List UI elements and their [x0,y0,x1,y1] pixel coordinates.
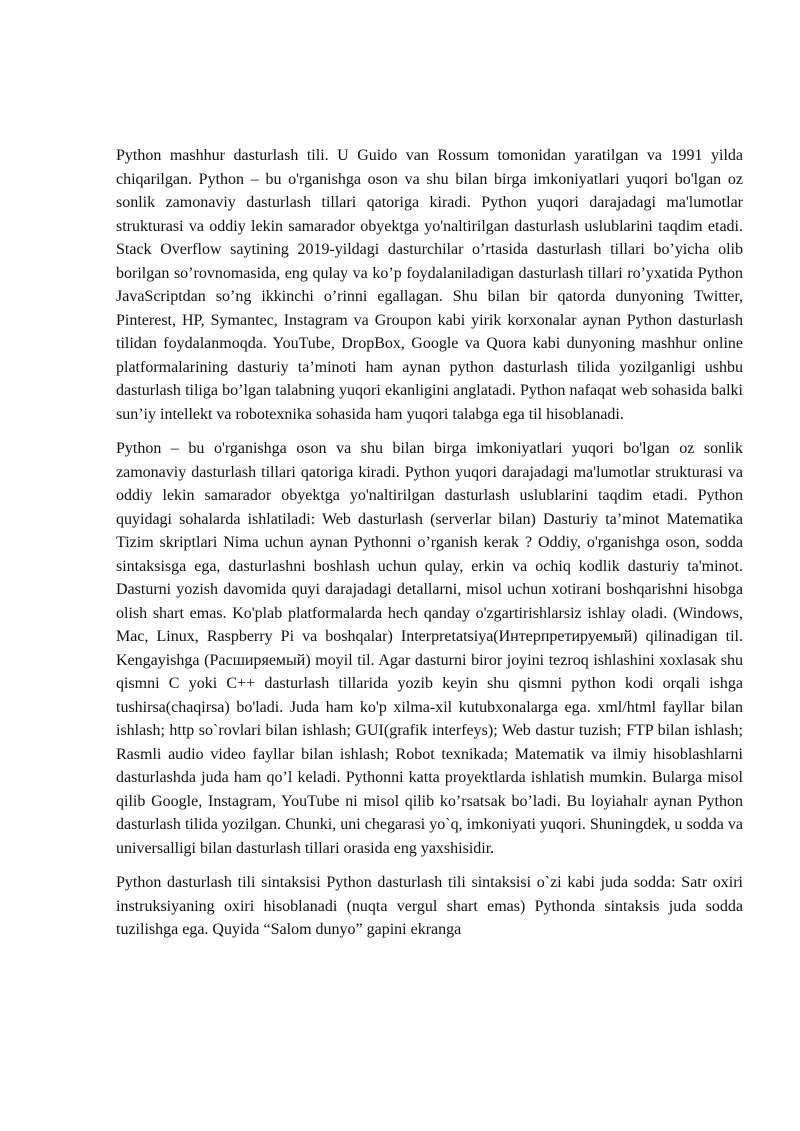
paragraph-python-syntax: Python dasturlash tili sintaksisi Python dasturlash tili sintaksisi o`zi kabi juda sodda: Satr oxiri instruksiyaning oxiri hisoblanadi (nuqta vergul shart emas) Pythonda sintaksis juda sodda tuzilishga ega. Quyida “Salom dunyo” gapini ekranga [116,874,743,938]
paragraph-python-intro: Python mashhur dasturlash tili. U Guido van Rossum tomonidan yaratilgan va 1991 yilda chiqarilgan. Python – bu o'rganishga oson va shu bilan birga imkoniyatlari yuqori bo'lgan oz sonlik zamonaviy dasturlash tillari qatoriga kiradi. Python yuqori darajadagi ma'lumotlar strukturasi va oddiy lekin samarador obyektga yo'naltirilgan dasturlash uslublarini taqdim etadi. Stack Overflow saytining 2019-yildagi dasturchilar o’rtasida dasturlash tillari bo’yicha olib borilgan so’rovnomasida, eng qulay va ko’p foydalaniladigan dasturlash tillari ro’yxatida Python JavaScriptdan so’ng ikkinchi o’rinni egallagan. Shu bilan bir qatorda dunyoning Twitter, Pinterest, HP, Symantec, Instagram va Groupon kabi yirik korxonalar aynan Python dasturlash tilidan foydalanmoqda. YouTube, DropBox, Google va Quora kabi dunyoning mashhur online platformalarining dasturiy ta’minoti ham aynan python dasturlash tilida yozilganligi ushbu dasturlash tiliga bo’lgan talabning yuqori ekanligini anglatadi. Python nafaqat web sohasida balki sun’iy intellekt va robotexnika sohasida ham yuqori talabga ega til hisoblanadi. [116,147,743,423]
paragraph-python-features: Python – bu o'rganishga oson va shu bilan birga imkoniyatlari yuqori bo'lgan oz sonlik zamonaviy dasturlash tillari qatoriga kiradi. Python yuqori darajadagi ma'lumotlar strukturasi va oddiy lekin samarador obyektga yo'naltirilgan dasturlash uslublarini taqdim etadi. Python quyidagi sohalarda ishlatiladi: Web dasturlash (serverlar bilan) Dasturiy ta’minot Matematika Tizim skriptlari Nima uchun aynan Pythonni o’rganish kerak ? Oddiy, o'rganishga oson, sodda sintaksisga ega, dasturlashni boshlash uchun qulay, erkin va ochiq kodlik dasturiy ta'minot. Dasturni yozish davomida quyi darajadagi detallarni, misol uchun xotirani boshqarishni hisobga olish shart emas. Ko'plab platformalarda hech qanday o'zgartirishlarsiz ishlay oladi. (Windows, Mac, Linux, Raspberry Pi va boshqalar) Interpretatsiya(Интерпретируемый) qilinadigan til. Kengayishga (Расширяемый) moyil til. Agar dasturni biror joyini tezroq ishlashini xoxlasak shu qismni C yoki C++ dasturlash tillarida yozib keyin shu qismni python kodi orqali ishga tushirsa(chaqirsa) bo'ladi. Juda ham ko'p xilma-xil kutubxonalarga ega. xml/html fayllar bilan ishlash; http so`rovlari bilan ishlash; GUI(grafik interfeys); Web dastur tuzish; FTP bilan ishlash; Rasmli audio video fayllar bilan ishlash; Robot texnikada; Matematik va ilmiy hisoblashlarni dasturlashda juda ham qo’l keladi. Pythonni katta proyektlarda ishlatish mumkin. Bularga misol qilib Google, Instagram, YouTube ni misol qilib ko’rsatsak bo’ladi. Bu loyiahalr aynan Python dasturlash tilida yozilgan. Chunki, uni chegarasi yo`q, imkoniyati yuqori. Shuningdek, u sodda va universalligi bilan dasturlash tillari orasida eng yaxshisidir. [116,440,743,857]
document-body [116,144,743,953]
